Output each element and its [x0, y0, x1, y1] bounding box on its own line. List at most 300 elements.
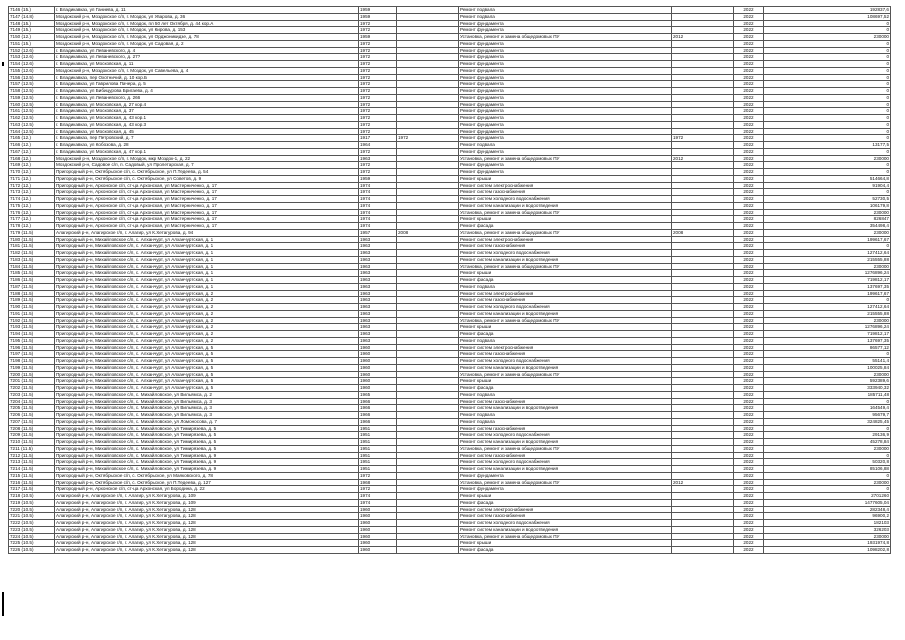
cell-work-type: Ремонт систем холодного водоснабжения	[459, 459, 672, 466]
cell-cost: 182103	[764, 520, 891, 527]
cell-renovation-year	[397, 317, 459, 324]
cell-address: г. Владикавказ, ул Бибицурова Бригаева, д. 4	[55, 88, 359, 95]
cell-renovation-year	[397, 202, 459, 209]
cell-row-number: 7184 (11.5)	[9, 263, 55, 270]
cell-cost: 95679,7	[764, 412, 891, 419]
table-row	[9, 520, 891, 527]
cell-cost: 0	[764, 101, 891, 108]
cell-cost: 199617,67	[764, 290, 891, 297]
cell-row-number: 7211 (11.5)	[9, 445, 55, 452]
cell-work-type: Ремонт систем газоснабжения	[459, 351, 672, 358]
cell-row-number: 7185 (11.5)	[9, 270, 55, 277]
cell-build-year: 1957	[359, 229, 397, 236]
cell-cost: 324825,45	[764, 418, 891, 425]
cell-cost: 0	[764, 47, 891, 54]
cell-planned-year: 2022	[734, 169, 764, 176]
cell-last-repair-year	[672, 81, 734, 88]
cell-build-year: 1972	[359, 121, 397, 128]
cell-row-number: 7226 (10.5)	[9, 547, 55, 554]
cell-planned-year: 2022	[734, 54, 764, 61]
cell-planned-year: 2022	[734, 27, 764, 34]
cell-planned-year: 2022	[734, 67, 764, 74]
cell-cost: 0	[764, 148, 891, 155]
repair-schedule-table	[8, 6, 891, 554]
cell-row-number: 7194 (11.5)	[9, 331, 55, 338]
cell-row-number: 7213 (11.5)	[9, 459, 55, 466]
table-row	[9, 344, 891, 351]
cell-last-repair-year	[672, 115, 734, 122]
cell-renovation-year	[397, 121, 459, 128]
cell-cost: 185711,48	[764, 391, 891, 398]
cell-cost: 127412,64	[764, 250, 891, 257]
table-row	[9, 175, 891, 182]
cell-build-year: 1960	[359, 520, 397, 527]
cell-last-repair-year	[672, 439, 734, 446]
cell-planned-year: 2022	[734, 506, 764, 513]
cell-work-type: Ремонт фундамента	[459, 74, 672, 81]
cell-renovation-year	[397, 472, 459, 479]
cell-build-year: 1972	[359, 94, 397, 101]
cell-last-repair-year	[672, 108, 734, 115]
cell-planned-year: 2022	[734, 121, 764, 128]
cell-row-number: 7182 (11.5)	[9, 250, 55, 257]
cell-last-repair-year	[672, 236, 734, 243]
cell-planned-year: 2022	[734, 297, 764, 304]
cell-cost: 0	[764, 243, 891, 250]
cell-build-year: 1972	[359, 54, 397, 61]
table-row	[9, 405, 891, 412]
cell-row-number: 7159 (12.5)	[9, 94, 55, 101]
cell-cost: 91904,4	[764, 182, 891, 189]
cell-planned-year: 2022	[734, 20, 764, 27]
cell-planned-year: 2022	[734, 344, 764, 351]
cell-planned-year: 2022	[734, 7, 764, 14]
table-row	[9, 81, 891, 88]
cell-cost: 29136,9	[764, 432, 891, 439]
cell-row-number: 7202 (11.5)	[9, 385, 55, 392]
cell-renovation-year	[397, 209, 459, 216]
cell-row-number: 7176 (12.)	[9, 209, 55, 216]
cell-work-type: Ремонт систем газоснабжения	[459, 297, 672, 304]
cell-renovation-year	[397, 34, 459, 41]
cell-build-year: 1951	[359, 466, 397, 473]
cell-planned-year: 2022	[734, 13, 764, 20]
table-row	[9, 108, 891, 115]
cell-row-number: 7156 (12.5)	[9, 74, 55, 81]
cell-cost: 0	[764, 74, 891, 81]
cell-work-type: Ремонт крыши	[459, 175, 672, 182]
cell-renovation-year	[397, 331, 459, 338]
cell-address: Пригородный р-н, Михайловское с/п, с. Алханчурт, ул Алханчуртская, д. 5	[55, 351, 359, 358]
cell-planned-year: 2022	[734, 520, 764, 527]
cell-last-repair-year: 2012	[672, 155, 734, 162]
cell-last-repair-year	[672, 13, 734, 20]
cell-last-repair-year	[672, 243, 734, 250]
cell-last-repair-year	[672, 405, 734, 412]
cell-last-repair-year	[672, 331, 734, 338]
cell-work-type: Ремонт крыши	[459, 270, 672, 277]
cell-build-year: 1963	[359, 337, 397, 344]
cell-build-year: 1972	[359, 27, 397, 34]
cell-planned-year: 2022	[734, 513, 764, 520]
cell-last-repair-year	[672, 513, 734, 520]
cell-planned-year: 2022	[734, 310, 764, 317]
cell-renovation-year	[397, 493, 459, 500]
cell-renovation-year	[397, 540, 459, 547]
cell-planned-year: 2022	[734, 304, 764, 311]
cell-work-type: Ремонт фасада	[459, 223, 672, 230]
cell-cost: 826847	[764, 216, 891, 223]
cell-last-repair-year	[672, 74, 734, 81]
cell-work-type: Ремонт подвала	[459, 337, 672, 344]
cell-last-repair-year	[672, 182, 734, 189]
cell-work-type: Ремонт систем канализации и водоотведения	[459, 256, 672, 263]
cell-build-year: 1968	[359, 479, 397, 486]
cell-planned-year: 2022	[734, 412, 764, 419]
cell-work-type: Ремонт систем электроснабжения	[459, 236, 672, 243]
cell-last-repair-year	[672, 317, 734, 324]
cell-work-type: Ремонт подвала	[459, 391, 672, 398]
cell-row-number: 7171 (12.)	[9, 175, 55, 182]
cell-last-repair-year	[672, 412, 734, 419]
cell-renovation-year	[397, 148, 459, 155]
cell-renovation-year	[397, 142, 459, 149]
cell-planned-year: 2022	[734, 445, 764, 452]
cell-address: Пригородный р-н, Михайловское с/п, с. Михайловское, ул Вильямса, д. 3	[55, 412, 359, 419]
cell-renovation-year	[397, 250, 459, 257]
cell-last-repair-year	[672, 250, 734, 257]
cell-build-year: 1963	[359, 331, 397, 338]
cell-row-number: 7177 (12.)	[9, 216, 55, 223]
cell-cost: 0	[764, 94, 891, 101]
table-row	[9, 263, 891, 270]
cell-planned-year: 2022	[734, 371, 764, 378]
cell-build-year: 1963	[359, 324, 397, 331]
table-row	[9, 304, 891, 311]
cell-work-type: Ремонт фундамента	[459, 47, 672, 54]
cell-last-repair-year	[672, 499, 734, 506]
cell-address: Пригородный р-н, Архонское с/п, ст-ца Архонская, ул Мастерниченко, д. 17	[55, 182, 359, 189]
cell-address: Моздокский р-н, Моздокское с/п, г. Моздок, пл 50 лет Октября, д. 44 кор.А	[55, 20, 359, 27]
cell-work-type: Ремонт фасада	[459, 385, 672, 392]
cell-address: г. Владикавказ, ул Леваневского, д. 266	[55, 94, 359, 101]
table-row	[9, 506, 891, 513]
cell-cost: 719812,17	[764, 331, 891, 338]
cell-renovation-year	[397, 466, 459, 473]
cell-planned-year: 2022	[734, 317, 764, 324]
cell-renovation-year	[397, 162, 459, 169]
cell-planned-year: 2022	[734, 398, 764, 405]
cell-last-repair-year	[672, 526, 734, 533]
cell-cost: 0	[764, 121, 891, 128]
cell-planned-year: 2022	[734, 486, 764, 493]
cell-renovation-year	[397, 81, 459, 88]
cell-last-repair-year	[672, 54, 734, 61]
cell-last-repair-year	[672, 7, 734, 14]
cell-cost: 230000	[764, 263, 891, 270]
cell-planned-year: 2022	[734, 34, 764, 41]
cell-renovation-year	[397, 324, 459, 331]
table-row	[9, 250, 891, 257]
table-row	[9, 155, 891, 162]
cell-cost: 0	[764, 27, 891, 34]
cell-work-type: Ремонт систем газоснабжения	[459, 425, 672, 432]
cell-address: Пригородный р-н, Михайловское с/п, с. Михайловское, ул Тимирязева, д. 5	[55, 439, 359, 446]
cell-work-type: Ремонт крыши	[459, 540, 672, 547]
cell-build-year: 1963	[359, 270, 397, 277]
cell-planned-year: 2022	[734, 189, 764, 196]
cell-last-repair-year	[672, 216, 734, 223]
cell-row-number: 7210 (11.5)	[9, 439, 55, 446]
cell-planned-year: 2022	[734, 479, 764, 486]
cell-build-year: 1972	[359, 88, 397, 95]
cell-row-number: 7208 (11.5)	[9, 425, 55, 432]
cell-last-repair-year	[672, 310, 734, 317]
cell-work-type: Установка, ремонт и замена общедомовых ПУ	[459, 209, 672, 216]
cell-last-repair-year	[672, 472, 734, 479]
cell-row-number: 7197 (11.5)	[9, 351, 55, 358]
cell-row-number: 7201 (11.5)	[9, 378, 55, 385]
cell-cost: 2701260	[764, 493, 891, 500]
cell-build-year: 1972	[359, 108, 397, 115]
cell-renovation-year	[397, 155, 459, 162]
cell-build-year: 1972	[359, 20, 397, 27]
cell-renovation-year	[397, 13, 459, 20]
cell-cost: 1098202,8	[764, 547, 891, 554]
cell-cost: 106179,8	[764, 202, 891, 209]
cell-renovation-year	[397, 256, 459, 263]
cell-address: Пригородный р-н, Михайловское с/п, с. Алханчурт, ул Алханчуртская, д. 5	[55, 378, 359, 385]
cell-address: г. Владикавказ, ул Московская, д. 43 кор.3	[55, 121, 359, 128]
cell-renovation-year	[397, 547, 459, 554]
cell-cost: 0	[764, 189, 891, 196]
cell-address: Моздокский р-н, Моздокское с/п, г. Моздок, ул Орджоникидзе, д. 78	[55, 34, 359, 41]
table-row	[9, 459, 891, 466]
cell-planned-year: 2022	[734, 88, 764, 95]
cell-work-type: Ремонт систем газоснабжения	[459, 189, 672, 196]
cell-build-year: 1965	[359, 391, 397, 398]
cell-last-repair-year	[672, 364, 734, 371]
cell-address: Моздокский р-н, Моздокское с/п, г. Моздок, мкр Моздок-1, д. 22	[55, 155, 359, 162]
cell-build-year: 1972	[359, 162, 397, 169]
cell-address: Алагирский р-н, Алагирское г/п, г. Алагир, ул К.Хетагурова, д. 128	[55, 533, 359, 540]
cell-work-type: Ремонт подвала	[459, 412, 672, 419]
cell-work-type: Ремонт систем электроснабжения	[459, 290, 672, 297]
table-row	[9, 493, 891, 500]
cell-work-type: Ремонт подвала	[459, 283, 672, 290]
cell-build-year: 1966	[359, 405, 397, 412]
cell-address: г. Владикавказ, ул Леваневского, д. 27?	[55, 54, 359, 61]
cell-cost: 230000	[764, 533, 891, 540]
cell-build-year: 1960	[359, 358, 397, 365]
table-row	[9, 351, 891, 358]
cell-work-type: Ремонт систем канализации и водоотведения	[459, 202, 672, 209]
cell-address: Пригородный р-н, Михайловское с/п, с. Михайловское, ул Тимирязева, д. 5	[55, 445, 359, 452]
cell-build-year: 1964	[359, 142, 397, 149]
cell-work-type: Ремонт систем холодного водоснабжения	[459, 304, 672, 311]
table-row	[9, 398, 891, 405]
cell-address: Пригородный р-н, Михайловское с/п, с. Михайловское, ул Вильямса, д. 3	[55, 398, 359, 405]
cell-work-type: Ремонт фасада	[459, 547, 672, 554]
cell-work-type: Ремонт систем электроснабжения	[459, 506, 672, 513]
cell-last-repair-year	[672, 391, 734, 398]
cell-address: Пригородный р-н, Михайловское с/п, с. Алханчурт, ул Алханчуртская, д. 1	[55, 263, 359, 270]
cell-renovation-year	[397, 27, 459, 34]
cell-last-repair-year	[672, 506, 734, 513]
cell-build-year: 1963	[359, 277, 397, 284]
cell-last-repair-year	[672, 493, 734, 500]
cell-row-number: 7212 (11.5)	[9, 452, 55, 459]
table-row	[9, 209, 891, 216]
cell-build-year: 1951	[359, 459, 397, 466]
cell-row-number: 7223 (10.5)	[9, 526, 55, 533]
cell-last-repair-year	[672, 344, 734, 351]
table-row	[9, 499, 891, 506]
cell-work-type: Ремонт систем канализации и водоотведения	[459, 364, 672, 371]
cell-address: Пригородный р-н, Михайловское с/п, с. Михайловское, ул Тимирязева, д. 5	[55, 432, 359, 439]
cell-build-year: 1963	[359, 290, 397, 297]
cell-work-type: Ремонт фундамента	[459, 101, 672, 108]
cell-row-number: 7157 (12.5)	[9, 81, 55, 88]
cell-cost: 0	[764, 54, 891, 61]
cell-address: г. Владикавказ, ул Московская, д. 43 кор.1	[55, 115, 359, 122]
cell-work-type: Ремонт фундамента	[459, 40, 672, 47]
cell-row-number: 7187 (11.5)	[9, 283, 55, 290]
cell-work-type: Установка, ремонт и замена общедомовых ПУ	[459, 263, 672, 270]
cell-work-type: Ремонт систем холодного водоснабжения	[459, 196, 672, 203]
cell-planned-year: 2022	[734, 148, 764, 155]
cell-last-repair-year	[672, 290, 734, 297]
cell-cost: 1276896,24	[764, 324, 891, 331]
cell-work-type: Ремонт фундамента	[459, 148, 672, 155]
cell-build-year: 1963	[359, 283, 397, 290]
cell-build-year: 1974	[359, 216, 397, 223]
cell-row-number: 7190 (11.5)	[9, 304, 55, 311]
cell-renovation-year	[397, 216, 459, 223]
cell-renovation-year	[397, 432, 459, 439]
cell-build-year: 1959	[359, 175, 397, 182]
cell-row-number: 7165 (12.)	[9, 135, 55, 142]
cell-row-number: 7163 (12.5)	[9, 121, 55, 128]
cell-last-repair-year	[672, 128, 734, 135]
cell-build-year: 1960	[359, 526, 397, 533]
cell-last-repair-year	[672, 277, 734, 284]
cell-planned-year: 2022	[734, 175, 764, 182]
cell-last-repair-year	[672, 223, 734, 230]
table-row	[9, 202, 891, 209]
cell-planned-year: 2022	[734, 493, 764, 500]
cell-work-type: Установка, ремонт и замена общедомовых ПУ	[459, 533, 672, 540]
cell-row-number: 7174 (12.)	[9, 196, 55, 203]
cell-renovation-year	[397, 452, 459, 459]
cell-address: г. Владикавказ, ул Московская, д. 27 кор.4	[55, 101, 359, 108]
cell-work-type: Установка, ремонт и замена общедомовых ПУ	[459, 34, 672, 41]
table-row	[9, 189, 891, 196]
cell-last-repair-year	[672, 283, 734, 290]
cell-build-year: 1963	[359, 243, 397, 250]
cell-cost: 164549,4	[764, 405, 891, 412]
cell-last-repair-year	[672, 385, 734, 392]
cell-build-year: 1963	[359, 236, 397, 243]
cell-address: Пригородный р-н, Михайловское с/п, с. Алханчурт, ул Алханчуртская, д. 5	[55, 371, 359, 378]
cell-last-repair-year	[672, 196, 734, 203]
cell-work-type: Ремонт фундамента	[459, 169, 672, 176]
cell-renovation-year	[397, 94, 459, 101]
cell-row-number: 7175 (12.)	[9, 202, 55, 209]
cell-renovation-year	[397, 371, 459, 378]
cell-cost: 719812,17	[764, 277, 891, 284]
cell-cost: 0	[764, 486, 891, 493]
cell-renovation-year	[397, 189, 459, 196]
table-row	[9, 425, 891, 432]
cell-row-number: 7164 (12.5)	[9, 128, 55, 135]
cell-address: Пригородный р-н, Архонское с/п, ст-ца Архонская, ул Мастерниченко, д. 17	[55, 216, 359, 223]
cell-cost: 96900,2	[764, 513, 891, 520]
cell-renovation-year	[397, 358, 459, 365]
cell-renovation-year	[397, 425, 459, 432]
cell-work-type: Ремонт подвала	[459, 13, 672, 20]
table-row	[9, 310, 891, 317]
cell-planned-year: 2022	[734, 351, 764, 358]
cell-address: Пригородный р-н, Архонское с/п, ст-ца Архонская, ул Мастерниченко, д. 17	[55, 209, 359, 216]
cell-address: Моздокский р-н, Моздокское с/п, г. Моздок, ул Савельева, д. 4	[55, 67, 359, 74]
cell-row-number: 7215 (11.5)	[9, 472, 55, 479]
cell-cost: 0	[764, 472, 891, 479]
cell-last-repair-year	[672, 94, 734, 101]
cell-build-year: 1974	[359, 196, 397, 203]
cell-planned-year: 2022	[734, 283, 764, 290]
table-row	[9, 277, 891, 284]
cell-cost: 230000	[764, 371, 891, 378]
cell-last-repair-year	[672, 378, 734, 385]
cell-row-number: 7162 (12.5)	[9, 115, 55, 122]
cell-cost: 52730,5	[764, 196, 891, 203]
cell-row-number: 7224 (10.5)	[9, 533, 55, 540]
cell-address: Пригородный р-н, Архонское с/п, ст-ца Архонская, ул Мастерниченко, д. 17	[55, 202, 359, 209]
cell-planned-year: 2022	[734, 196, 764, 203]
cell-last-repair-year	[672, 466, 734, 473]
cell-address: Пригородный р-н, Михайловское с/п, с. Михайловское, ул Вильямса, д. 3	[55, 405, 359, 412]
cell-work-type: Ремонт систем газоснабжения	[459, 513, 672, 520]
cell-build-year: 1951	[359, 439, 397, 446]
cell-build-year: 1972	[359, 40, 397, 47]
cell-cost: 192837,6	[764, 7, 891, 14]
cell-planned-year: 2022	[734, 270, 764, 277]
cell-last-repair-year	[672, 88, 734, 95]
table-row	[9, 526, 891, 533]
table-row	[9, 290, 891, 297]
cell-planned-year: 2022	[734, 47, 764, 54]
cell-work-type: Ремонт фундамента	[459, 81, 672, 88]
cell-work-type: Ремонт фундамента	[459, 162, 672, 169]
cell-build-year: 1951	[359, 452, 397, 459]
cell-build-year: 1951	[359, 425, 397, 432]
cell-build-year: 1972	[359, 169, 397, 176]
cell-renovation-year	[397, 459, 459, 466]
cell-last-repair-year	[672, 142, 734, 149]
cell-work-type: Ремонт подвала	[459, 418, 672, 425]
cell-row-number: 7207 (11.5)	[9, 418, 55, 425]
table-row	[9, 223, 891, 230]
cell-address: Пригородный р-н, Михайловское с/п, с. Алханчурт, ул Алханчуртская, д. 1	[55, 283, 359, 290]
cell-work-type: Ремонт систем канализации и водоотведения	[459, 526, 672, 533]
cell-planned-year: 2022	[734, 439, 764, 446]
cell-work-type: Ремонт крыши	[459, 493, 672, 500]
cell-planned-year: 2022	[734, 526, 764, 533]
cell-address: Моздокский р-н, Садовое с/п, п. Садовый, ул Пролетарская, д. 7	[55, 162, 359, 169]
cell-row-number: 7186 (11.5)	[9, 277, 55, 284]
cell-cost: 0	[764, 128, 891, 135]
